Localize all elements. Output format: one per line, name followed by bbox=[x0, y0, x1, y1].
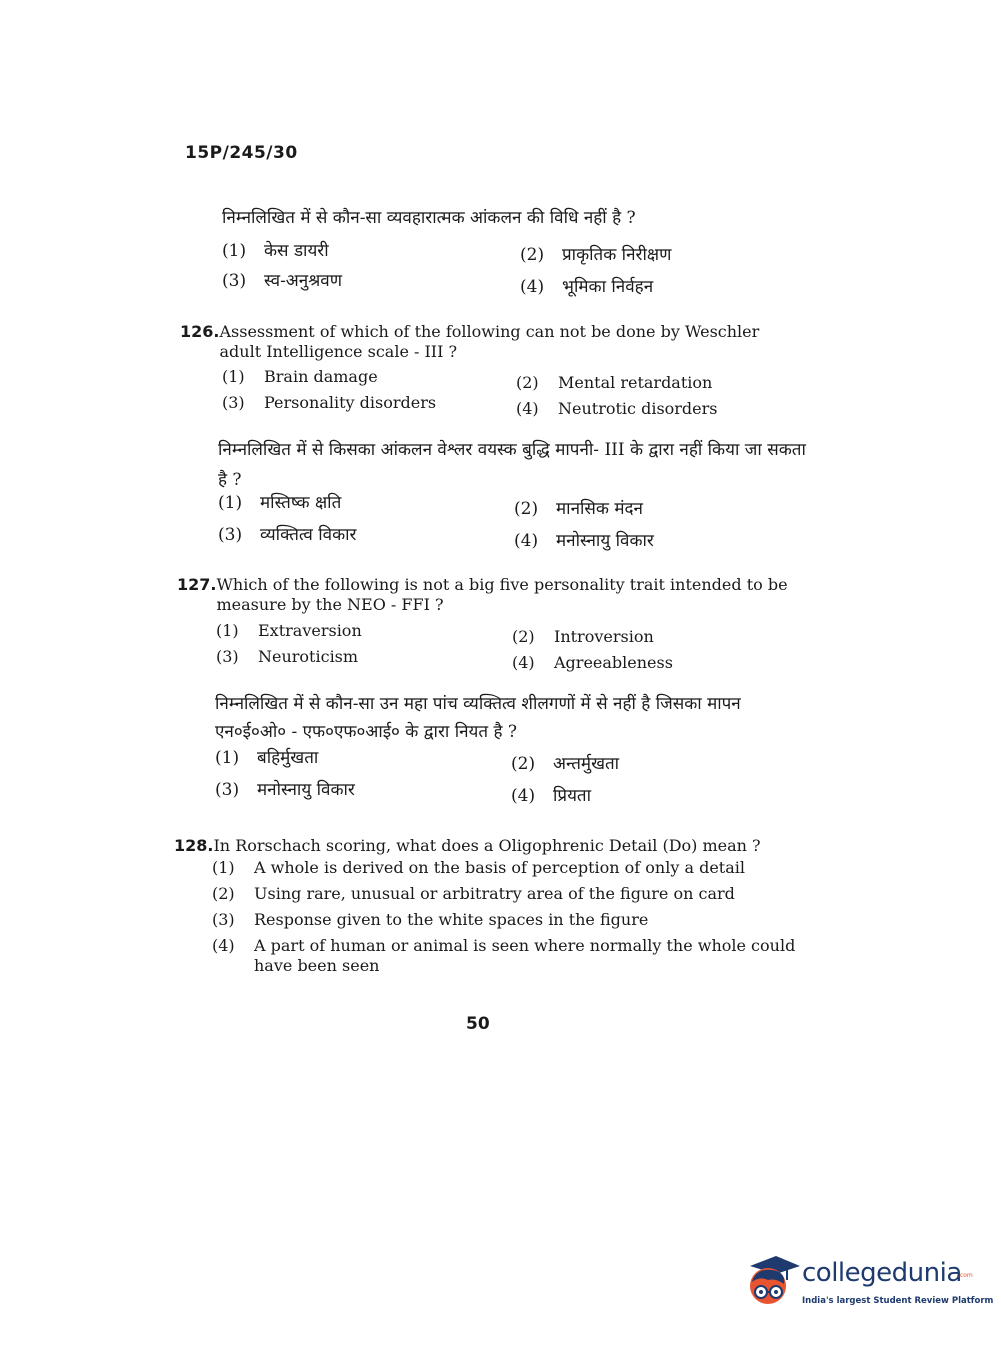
q125-hindi-options bbox=[222, 238, 782, 302]
brand-tagline: India's largest Student Review Platform bbox=[802, 1296, 994, 1306]
q126-option-3: (3) Personality disorders bbox=[222, 393, 437, 412]
q127-question-row bbox=[177, 575, 805, 615]
q127-hindi-option-1: (1) बहिर्मुखता bbox=[215, 748, 319, 768]
q128-option-1: (1) A whole is derived on the basis of perception of only a detail bbox=[212, 858, 745, 877]
q126-question-row bbox=[180, 322, 805, 362]
q127-block bbox=[177, 575, 805, 615]
q127-hindi-block bbox=[215, 690, 807, 746]
q127-hindi-option-2: (2) अन्तर्मुखता bbox=[511, 754, 620, 774]
q126-option-1: (1) Brain damage bbox=[222, 367, 378, 386]
q128-number: 128. bbox=[174, 836, 214, 855]
mascot-icon bbox=[742, 1252, 800, 1318]
q126-block bbox=[180, 322, 805, 362]
q126-option-4: (4) Neutrotic disorders bbox=[516, 399, 718, 418]
q128-question-row bbox=[174, 836, 799, 856]
q127-option-2: (2) Introversion bbox=[512, 627, 654, 646]
q125-hindi-option-1: (1) केस डायरी bbox=[222, 241, 329, 261]
q128-question: In Rorschach scoring, what does a Oligophrenic Detail (Do) mean ? bbox=[213, 836, 761, 855]
q126-hindi-block bbox=[218, 435, 808, 495]
q126-hindi-option-2: (2) मानसिक मंदन bbox=[514, 499, 643, 519]
q128-option-2: (2) Using rare, unusual or arbitratry area of the figure on card bbox=[212, 884, 735, 903]
q127-option-3: (3) Neuroticism bbox=[216, 647, 359, 666]
q126-option-2: (2) Mental retardation bbox=[516, 373, 713, 392]
q127-option-4: (4) Agreeableness bbox=[512, 653, 673, 672]
q125-hindi-question: निम्नलिखित में से कौन-सा व्यवहारात्मक आंकलन की विधि नहीं है ? bbox=[222, 208, 636, 228]
brand-com: .com bbox=[958, 1272, 973, 1279]
page-number: 50 bbox=[466, 1014, 490, 1034]
q126-question: Assessment of which of the following can not be done by Weschler adult Intelligence scale - III ? bbox=[219, 322, 760, 361]
q126-number: 126. bbox=[180, 322, 220, 341]
brand-name: collegedunia bbox=[802, 1258, 962, 1288]
q127-number: 127. bbox=[177, 575, 217, 594]
q125-hindi-option-4: (4) भूमिका निर्वहन bbox=[520, 277, 654, 297]
q126-options bbox=[222, 367, 782, 417]
q127-options bbox=[216, 621, 776, 671]
q128-block bbox=[174, 836, 799, 856]
q128-option-3: (3) Response given to the white spaces in the figure bbox=[212, 910, 649, 929]
q128-options bbox=[212, 858, 800, 982]
q127-hindi-option-3: (3) मनोस्नायु विकार bbox=[215, 780, 355, 800]
q126-hindi-options bbox=[218, 490, 778, 554]
q127-hindi-question: निम्नलिखित में से कौन-सा उन महा पांच व्यक्तित्व शीलगणों में से नहीं है जिसका मापन एन०ई०ओ० - एफ०एफ०आई० के द्वारा नियत है ? bbox=[215, 694, 741, 742]
collegedunia-watermark[interactable] bbox=[742, 1252, 994, 1322]
q127-hindi-option-4: (4) प्रियता bbox=[511, 786, 592, 806]
q127-option-1: (1) Extraversion bbox=[216, 621, 362, 640]
q125-hindi-block bbox=[222, 205, 782, 231]
q126-hindi-option-1: (1) मस्तिष्क क्षति bbox=[218, 493, 342, 513]
q127-question: Which of the following is not a big five personality trait intended to be measure by the NEO - FFI ? bbox=[216, 575, 788, 614]
q126-hindi-question: निम्नलिखित में से किसका आंकलन वेश्लर वयस्क बुद्धि मापनी- III के द्वारा नहीं किया जा सकता है ? bbox=[218, 440, 806, 490]
q128-option-4: (4) A part of human or animal is seen where normally the whole could have been seen bbox=[212, 936, 796, 975]
q126-hindi-option-4: (4) मनोस्नायु विकार bbox=[514, 531, 654, 551]
paper-code: 15P/245/30 bbox=[185, 143, 298, 163]
q125-hindi-option-2: (2) प्राकृतिक निरीक्षण bbox=[520, 245, 672, 265]
q127-hindi-options bbox=[215, 745, 775, 809]
q125-hindi-option-3: (3) स्व-अनुश्रवण bbox=[222, 271, 343, 291]
q126-hindi-option-3: (3) व्यक्तित्व विकार bbox=[218, 525, 357, 545]
